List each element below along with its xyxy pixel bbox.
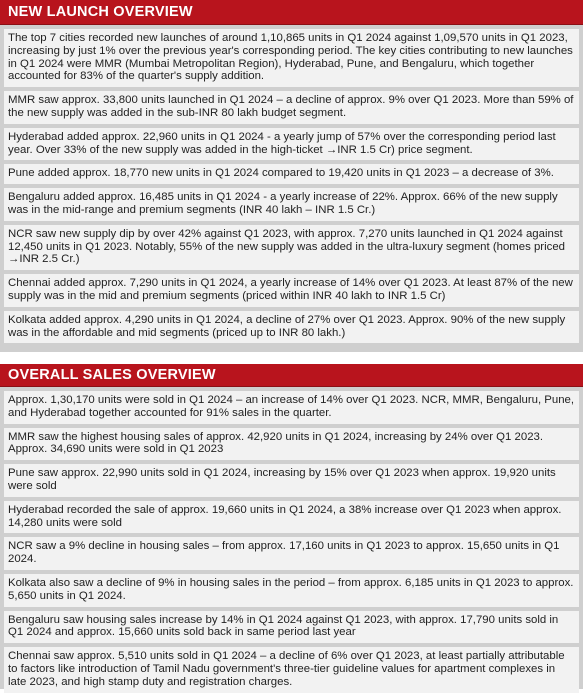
section-title: OVERALL SALES OVERVIEW bbox=[0, 364, 583, 387]
sales-item-mmr: MMR saw the highest housing sales of approx. 42,920 units in Q1 2024, increasing by 24% over Q1 2023. Approx. 34,690 units were sold in Q1 2023 bbox=[4, 428, 579, 461]
section-title: NEW LAUNCH OVERVIEW bbox=[0, 0, 583, 25]
launch-item-ncr: NCR saw new supply dip by over 42% against Q1 2023, with approx. 7,270 units launched in Q1 2024 against 12,450 units in Q1 2023. Notably, 55% of the new supply was added in the ultra-luxury segment (homes priced →INR 2.5 Cr.) bbox=[4, 225, 579, 270]
launch-item-chennai: Chennai added approx. 7,290 units in Q1 2024, a yearly increase of 14% over Q1 2023. At least 87% of the new supply was in the mid and premium segments (priced within INR 40 lakh to INR 1.5 Cr) bbox=[4, 274, 579, 307]
launch-item-bengaluru: Bengaluru added approx. 16,485 units in Q1 2024 - a yearly increase of 22%. Approx. 66% of the new supply was in the mid-range and premium segments (INR 40 lakh – INR 1.5 Cr.) bbox=[4, 188, 579, 221]
overall-sales-overview-section bbox=[0, 364, 583, 689]
sales-item-kolkata: Kolkata also saw a decline of 9% in housing sales in the period – from approx. 6,185 units in Q1 2023 to approx. 5,650 units in Q1 2024. bbox=[4, 574, 579, 607]
sales-item-summary: Approx. 1,30,170 units were sold in Q1 2024 – an increase of 14% over Q1 2023. NCR, MMR, Bengaluru, Pune, and Hyderabad together accounted for 91% sales in the quarter. bbox=[4, 391, 579, 424]
launch-item-hyderabad: Hyderabad added approx. 22,960 units in Q1 2024 - a yearly jump of 57% over the corresponding period last year. Over 33% of the new supply was added in the high-ticket →INR 1.5 Cr) price segment. bbox=[4, 128, 579, 161]
launch-item-summary: The top 7 cities recorded new launches of around 1,10,865 units in Q1 2024 against 1,09,570 units in Q1 2023, increasing by just 1% over the previous year's corresponding period. The key cities contributing to new launches in Q1 2024 were MMR (Mumbai Metropolitan Region), Hyderabad, Pune, and Bengaluru, which together accounted for 83% of the quarter's supply addition. bbox=[4, 29, 579, 87]
launch-items bbox=[0, 25, 583, 343]
launch-item-pune: Pune added approx. 18,770 new units in Q1 2024 compared to 19,420 units in Q1 2023 – a decrease of 3%. bbox=[4, 164, 579, 184]
launch-item-kolkata: Kolkata added approx. 4,290 units in Q1 2024, a decline of 27% over Q1 2023. Approx. 90% of the new supply was in the affordable and mid segments (priced up to INR 80 lakh.) bbox=[4, 311, 579, 344]
sales-item-bengaluru: Bengaluru saw housing sales increase by 14% in Q1 2024 against Q1 2023, with approx. 17,790 units sold in Q1 2024 and approx. 15,660 units sold back in same period last year bbox=[4, 611, 579, 644]
sales-item-chennai: Chennai saw approx. 5,510 units sold in Q1 2024 – a decline of 6% over Q1 2023, at least partially attributable to factors like introduction of Tamil Nadu government's three-tier guideline values for apartment complexes in late 2023, and high stamp duty and registration charges. bbox=[4, 647, 579, 692]
sales-items bbox=[0, 387, 583, 693]
sales-item-hyderabad: Hyderabad recorded the sale of approx. 19,660 units in Q1 2024, a 38% increase over Q1 2023 when approx. 14,280 units were sold bbox=[4, 501, 579, 534]
launch-item-mmr: MMR saw approx. 33,800 units launched in Q1 2024 – a decline of approx. 9% over Q1 2023. More than 59% of the new supply was added in the sub-INR 80 lakh budget segment. bbox=[4, 91, 579, 124]
sales-item-ncr: NCR saw a 9% decline in housing sales – from approx. 17,160 units in Q1 2023 to approx. 15,650 units in Q1 2024. bbox=[4, 537, 579, 570]
sales-item-pune: Pune saw approx. 22,990 units sold in Q1 2024, increasing by 15% over Q1 2023 when approx. 19,920 units were sold bbox=[4, 464, 579, 497]
